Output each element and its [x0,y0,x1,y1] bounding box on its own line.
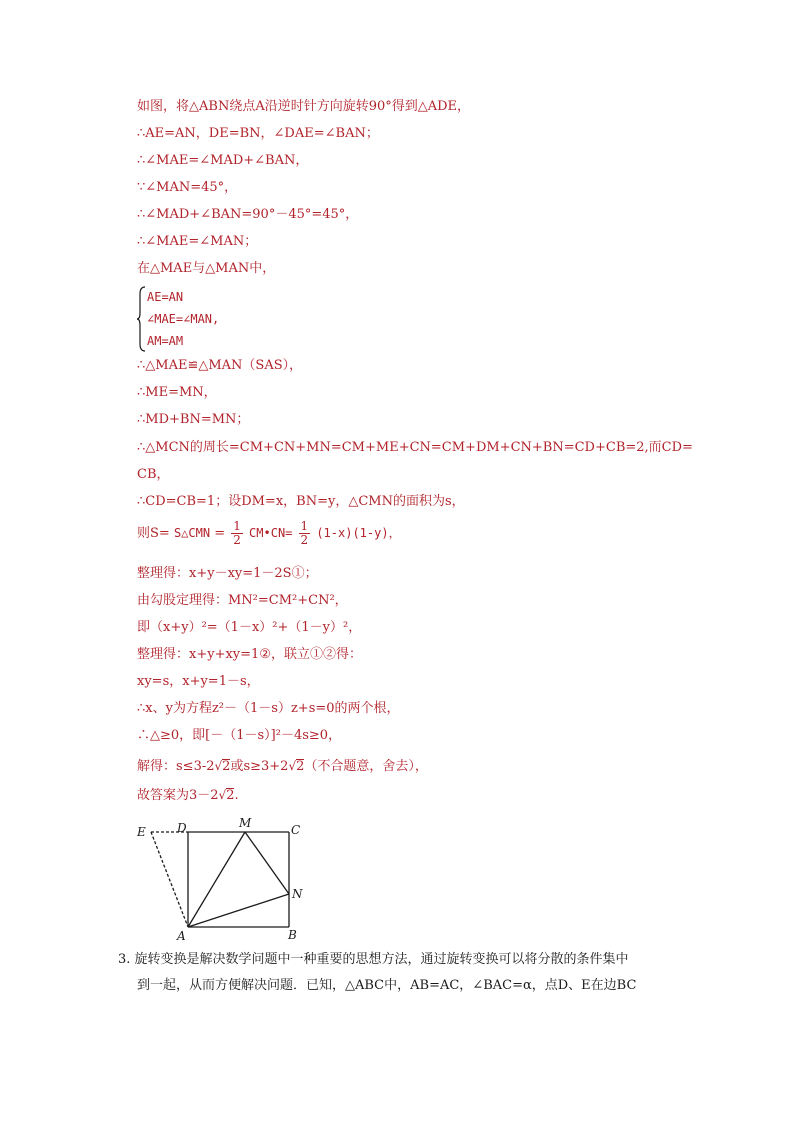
question-number: 3. [118,952,131,967]
question-3-line-1 [118,948,629,972]
label-e: E [137,825,146,839]
area-product: CM•CN= [249,526,293,540]
solution-line-3: ∴∠MAE=∠MAD+∠BAN， [137,153,309,168]
solution-line-18: 整理得：x+y+xy=1②，联立①②得： [137,647,362,662]
fraction-denominator: 2 [233,533,241,547]
label-c: C [291,823,301,837]
solution-line-14 [137,520,401,547]
solution-line-5: ∴∠MAD+∠BAN=90°－45°=45°， [137,207,359,222]
solution-line-12: CB， [137,467,170,482]
solution-line-19: xy=s，x+y=1－s， [137,674,260,689]
label-d: D [177,821,187,835]
solve-suffix: （不合题意，舍去）， [304,759,428,774]
label-a: A [177,929,186,943]
solution-line-7: 在△MAE与△MAN中， [137,261,276,276]
label-m: M [239,816,252,830]
solution-line-2: ∴AE=AN，DE=BN，∠DAE=∠BAN； [137,126,379,141]
question-text: 旋转变换是解决数学问题中一种重要的思想方法，通过旋转变换可以将分散的条件集中 [134,952,629,967]
square-diagram [135,814,315,944]
sqrt-icon: √ [288,759,297,773]
solution-line-10: ∴MD+BN=MN； [137,412,250,427]
solution-line-11: ∴△MCN的周长=CM+CN+MN=CM+ME+CN=CM+DM+CN+BN=CD+CB=2,而CD= [137,440,693,455]
half-fraction-2 [299,520,311,547]
solve-prefix: 解得：s≤3-2 [137,759,215,774]
area-expression: (1-x)(1-y)， [316,526,401,540]
segment-ea [151,832,188,927]
solution-line-8: ∴△MAE≌△MAN（SAS）， [137,358,303,373]
radicand: 2 [226,788,235,803]
segment-am [188,832,245,927]
sqrt-icon: √ [218,788,227,802]
solution-line-16: 由勾股定理得：MN²=CM²+CN²， [137,593,348,608]
solution-line-23 [137,786,239,805]
condition-1: AE=AN [147,290,184,304]
segment-an [188,894,289,927]
segment-mn [245,832,289,894]
solution-line-6: ∴∠MAE=∠MAN； [137,234,258,249]
answer-suffix: . [234,788,239,803]
fraction-numerator: 1 [233,519,241,533]
radicand: 2 [296,759,305,774]
area-prefix: 则S= [137,526,170,541]
label-b: B [288,928,297,942]
condition-2: ∠MAE=∠MAN, [147,312,220,326]
solution-line-4: ∵∠MAN=45°， [137,180,238,195]
solution-line-20: ∴x、y为方程z²－（1－s）z+s=0的两个根， [137,701,400,716]
radicand: 2 [222,759,231,774]
label-n: N [292,887,303,901]
half-fraction [231,520,243,547]
left-brace-icon [137,286,147,352]
sqrt-icon: √ [214,759,223,773]
solution-line-21: ∴△≥0，即[－（1－s）]²－4s≥0， [137,728,342,743]
solve-middle: 或s≥3+2 [230,759,289,774]
solution-line-17: 即（x+y）²=（1－x）²+（1－y）²， [137,620,362,635]
area-equals: = [214,526,226,541]
solution-line-9: ∴ME=MN， [137,385,217,400]
fraction-numerator: 1 [300,519,309,533]
solution-line-22 [137,757,428,776]
question-3-line-2: 到一起，从而方便解决问题．已知，△ABC中，AB=AC，∠BAC=α，点D、E在边BC [137,978,637,993]
answer-prefix: 故答案为3－2 [137,788,219,803]
fraction-denominator: 2 [300,533,309,547]
area-symbol: S△CMN [173,526,211,540]
solution-line-15: 整理得：x+y－xy=1－2S①； [137,566,318,581]
condition-3: AM=AM [147,334,184,348]
solution-line-13: ∴CD=CB=1；设DM=x，BN=y，△CMN的面积为s， [137,494,465,509]
solution-line-1: 如图，将△ABN绕点A沿逆时针方向旋转90°得到△ADE， [137,99,471,114]
